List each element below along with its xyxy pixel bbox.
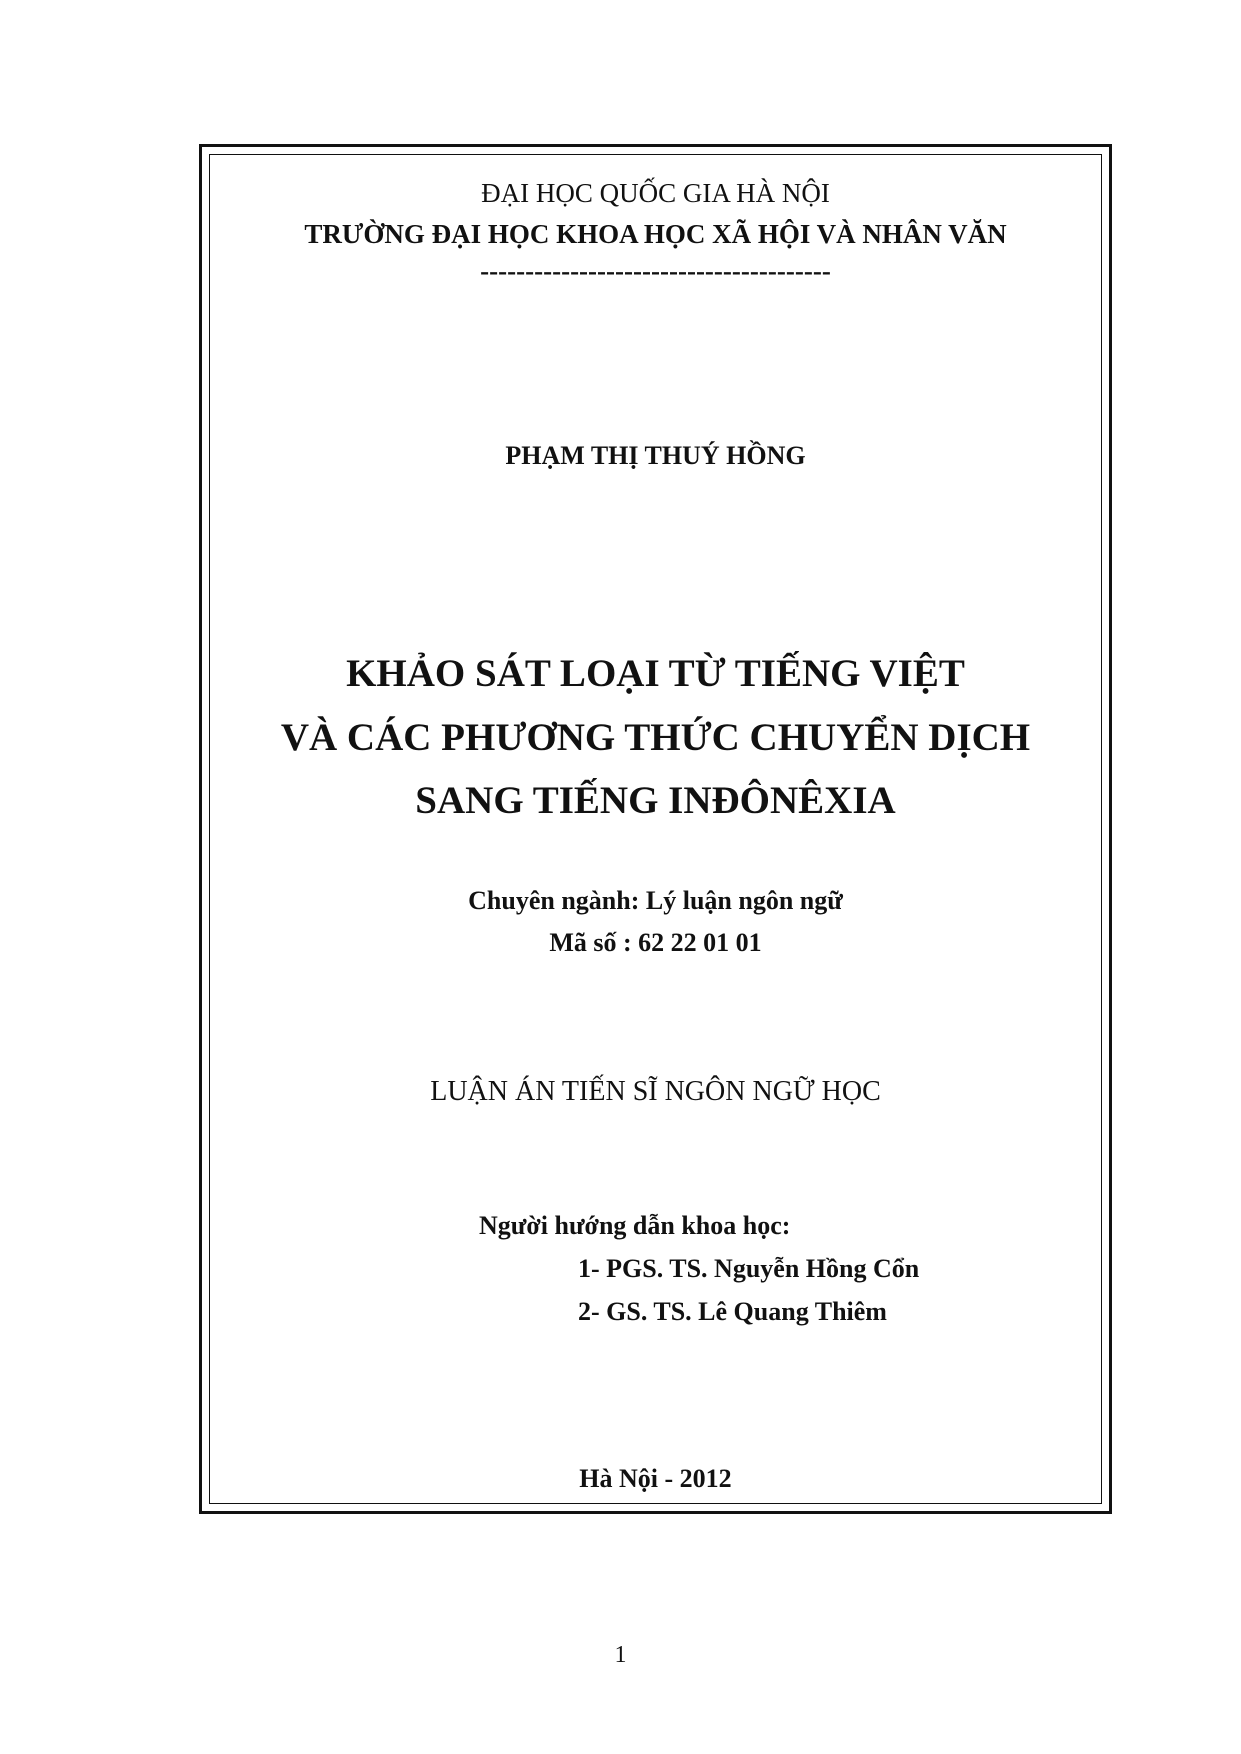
page-number: 1 — [614, 1642, 627, 1668]
author-name: PHẠM THỊ THUÝ HỒNG — [505, 441, 806, 470]
thesis-title-line-3: SANG TIẾNG INĐÔNÊXIA — [415, 779, 896, 822]
specialization-major: Chuyên ngành: Lý luận ngôn ngữ — [468, 886, 843, 915]
school-name: TRƯỜNG ĐẠI HỌC KHOA HỌC XÃ HỘI VÀ NHÂN VĂN — [304, 219, 1007, 249]
advisors-heading: Người hướng dẫn khoa học: — [479, 1211, 791, 1240]
degree-type: LUẬN ÁN TIẾN SĨ NGÔN NGỮ HỌC — [430, 1076, 881, 1107]
advisor-item-2: 2- GS. TS. Lê Quang Thiêm — [578, 1297, 887, 1326]
university-name: ĐẠI HỌC QUỐC GIA HÀ NỘI — [481, 178, 830, 208]
header-separator: --------------------------------------- — [480, 256, 831, 286]
advisor-item-1: 1- PGS. TS. Nguyễn Hồng Cổn — [578, 1254, 920, 1283]
place-and-year: Hà Nội - 2012 — [579, 1464, 732, 1493]
specialization-code: Mã số : 62 22 01 01 — [549, 928, 762, 957]
thesis-title-line-1: KHẢO SÁT LOẠI TỪ TIẾNG VIỆT — [346, 652, 965, 695]
thesis-title-line-2: VÀ CÁC PHƯƠNG THỨC CHUYỂN DỊCH — [280, 716, 1031, 759]
